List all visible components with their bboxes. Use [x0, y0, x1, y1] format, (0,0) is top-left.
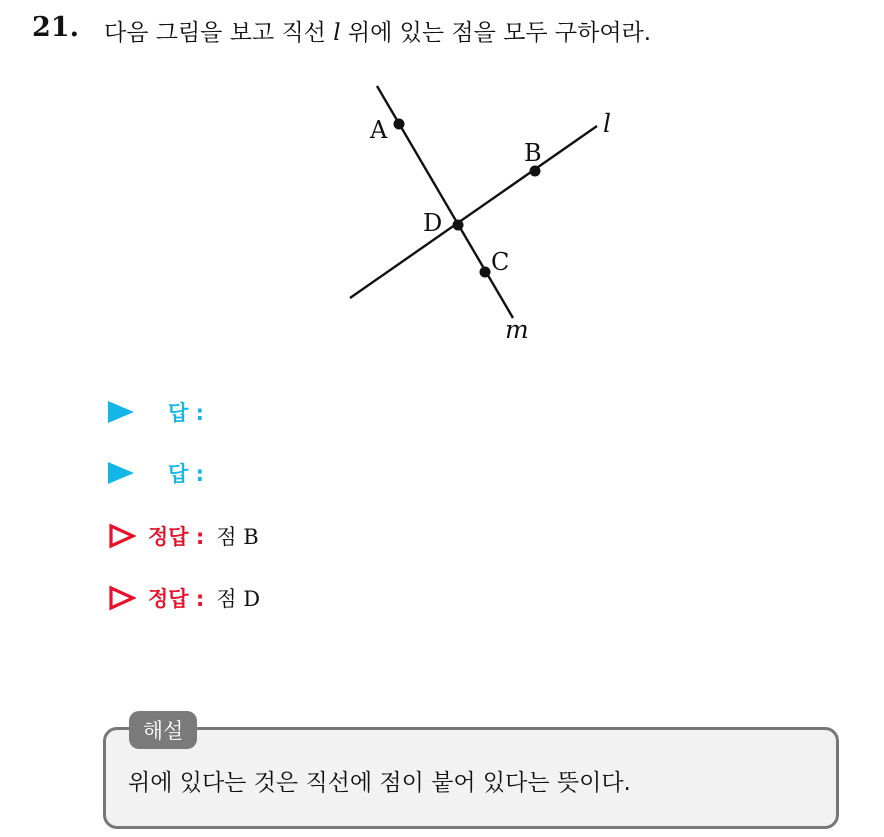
play-arrow-icon	[108, 462, 134, 484]
question-text-after: 위에 있는 점을 모두 구하여라.	[340, 20, 652, 46]
point-b-label: B	[524, 139, 542, 167]
question-text-before: 다음 그림을 보고 직선	[104, 20, 334, 46]
correct-answer-label: 정답 :	[148, 525, 205, 549]
geometry-figure	[0, 0, 884, 360]
point-c-label: C	[491, 248, 510, 276]
answer-row-correct-2	[108, 581, 260, 615]
answer-label: 답 :	[168, 401, 204, 425]
point-a-label: A	[370, 116, 388, 144]
answer-label: 답 :	[168, 462, 204, 486]
point-c-dot	[480, 267, 491, 278]
point-d-label: D	[423, 209, 443, 237]
correct-answer-value: 점 D	[216, 587, 261, 611]
point-d-dot	[453, 220, 464, 231]
line-l-label: l	[603, 109, 611, 138]
outline-arrow-icon	[108, 523, 136, 549]
outline-arrow-icon	[108, 585, 136, 611]
answer-row-blank-2	[108, 456, 204, 490]
explanation-tab: 해설	[129, 711, 197, 749]
question-number: 21.	[32, 12, 79, 43]
answer-row-blank-1	[108, 395, 204, 429]
correct-answer-value: 점 B	[216, 525, 259, 549]
play-arrow-icon	[108, 401, 134, 423]
point-b-dot	[530, 166, 541, 177]
line-m-label: m	[505, 315, 529, 344]
line-l	[350, 126, 597, 298]
explanation-text: 위에 있다는 것은 직선에 점이 붙어 있다는 뜻이다.	[128, 770, 631, 796]
point-a-dot	[394, 119, 405, 130]
answer-row-correct-1	[108, 519, 259, 553]
question-variable: l	[333, 20, 341, 46]
correct-answer-label: 정답 :	[148, 587, 205, 611]
